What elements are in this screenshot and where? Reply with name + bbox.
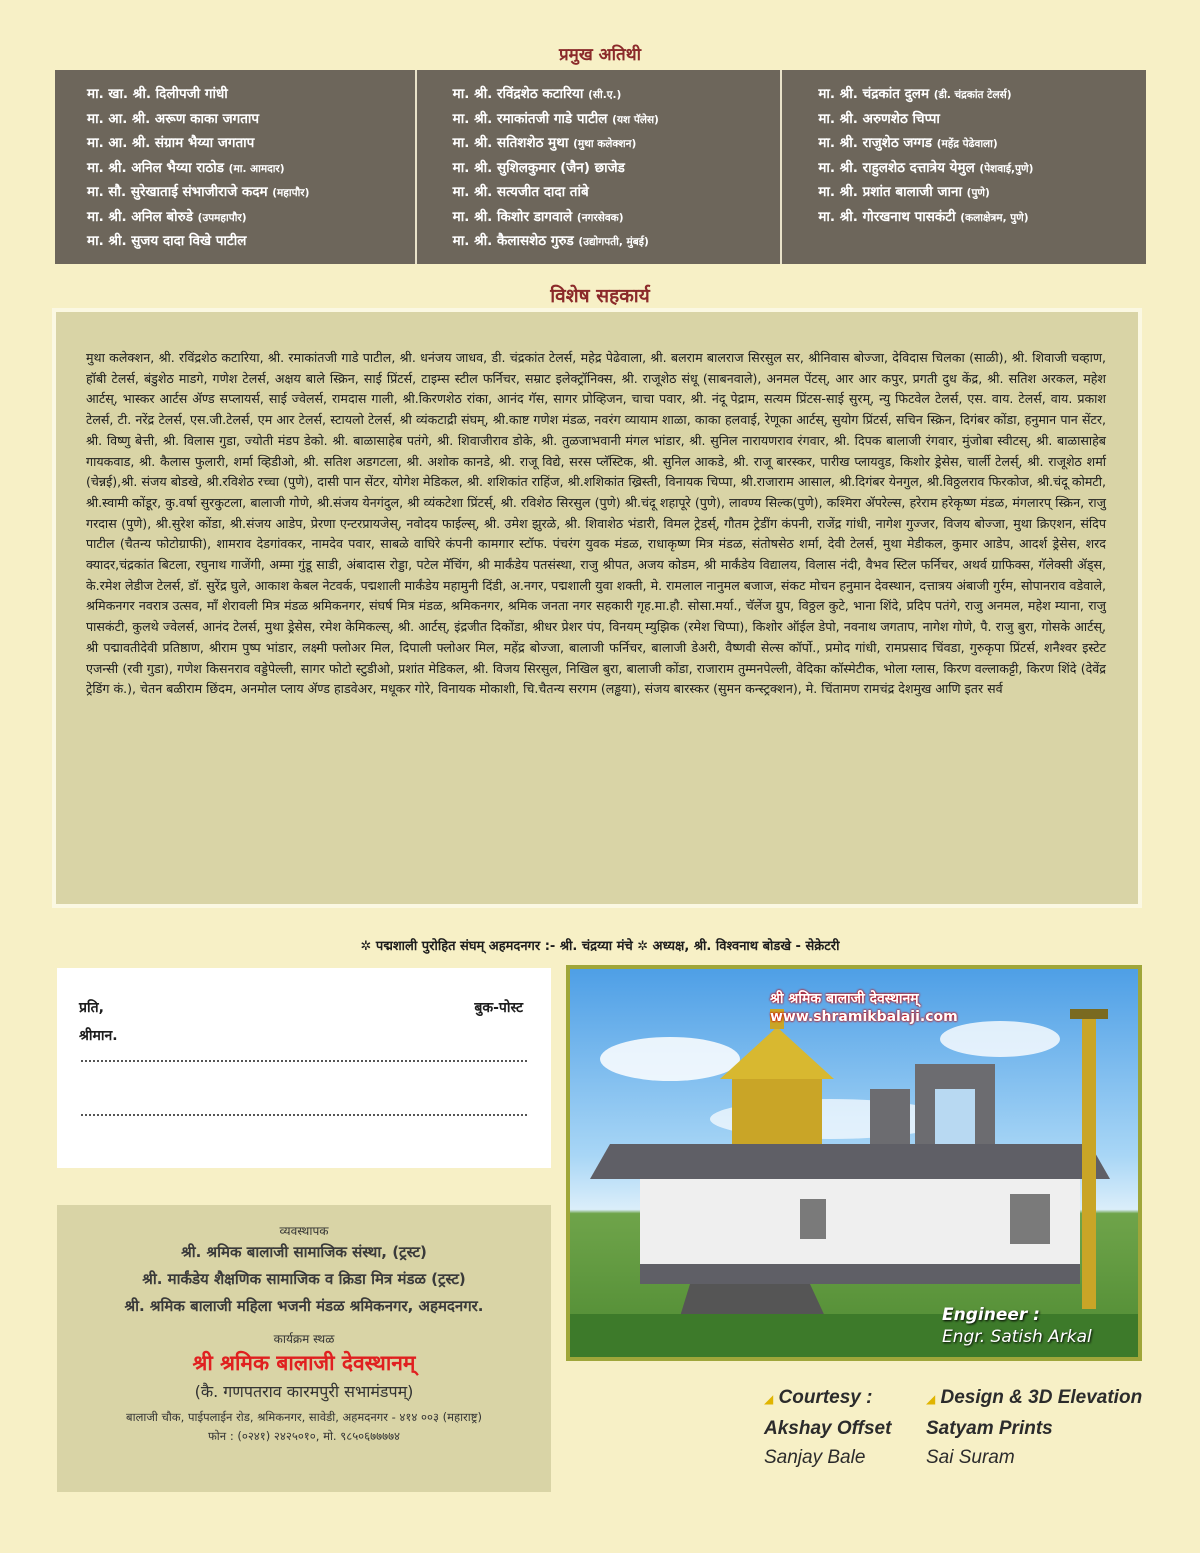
management-org-1: श्री. श्रमिक बालाजी सामाजिक संस्था, (ट्रस्ट): [181, 1243, 427, 1261]
engineer-label: Engineer :: [942, 1305, 1040, 1325]
guest-name: मा. श्री. राहुलशेठ दत्तात्रेय येमुल: [818, 159, 975, 176]
guest-note: (महेंद्र पेढेवाला): [936, 138, 998, 150]
special-heading: विशेष सहकार्य: [550, 285, 650, 307]
courtesy-person: Sanjay Bale: [764, 1447, 866, 1468]
management-title: व्यवस्थापक: [279, 1224, 329, 1238]
guest-note: (मा. आमदार): [228, 162, 285, 175]
venue-address: बालाजी चौक, पाईपलाईन रोड, श्रमिकनगर, सावेडी, अहमदनगर - ४१४ ००३ (महाराष्ट्र): [126, 1410, 482, 1424]
design-title: Design & 3D Elevation: [940, 1387, 1143, 1408]
design-person: Sai Suram: [926, 1447, 1015, 1468]
venue-subtitle: (कै. गणपतराव कारमपुरी सभामंडपम्): [194, 1382, 414, 1401]
courtesy-title: Courtesy :: [778, 1387, 873, 1408]
guest-name: मा. श्री. रविंद्रशेठ कटारिया: [452, 86, 584, 102]
guest-entry: [453, 205, 781, 230]
guest-entry: [87, 156, 415, 181]
guest-name: मा. श्री. अनिल बोरुडे: [87, 208, 193, 225]
guest-name: मा. श्री. सुशिलकुमार (जैन) छाजेड: [452, 159, 625, 176]
guest-name: मा. आ. श्री. अरूण काका जगताप: [87, 110, 260, 127]
guest-note: (पेशवाई,पुणे): [979, 162, 1034, 175]
guest-entry: [818, 107, 1146, 132]
venue-label: कार्यक्रम स्थळ: [273, 1332, 335, 1346]
guest-note: (उपमहापौर): [197, 211, 247, 224]
guest-entry: [818, 180, 1146, 205]
address-line-2: [81, 1114, 527, 1116]
book-post-label: बुक-पोस्ट: [474, 1000, 523, 1016]
guest-note: (नगरसेवक): [576, 211, 624, 224]
guest-note: (पुणे): [966, 187, 990, 199]
address-box: [57, 968, 551, 1168]
address-line-1: [81, 1060, 527, 1062]
temple-website: www.shramikbalaji.com: [770, 1009, 958, 1025]
guest-entry: [818, 156, 1146, 181]
special-thanks-box: [52, 308, 1142, 908]
guest-entry: [87, 82, 415, 107]
guest-entry: [818, 131, 1146, 156]
guest-entry: [87, 205, 415, 230]
organization-line: ✲ पद्मशाली पुरोहित संघम् अहमदनगर :- श्री. चंद्रय्या मंचे ✲ अध्यक्ष, श्री. विश्वनाथ बोडखे - सेक्रेटरी: [360, 939, 840, 954]
guest-name: मा. श्री. सत्यजीत दादा तांबे: [452, 184, 589, 200]
guest-note: (सी.ए.): [588, 89, 622, 101]
guest-entry: [87, 131, 415, 156]
guest-column-2: [415, 70, 781, 264]
guest-name: मा. सौ. सुरेखाताई संभाजीराजे कदम: [87, 184, 268, 200]
guest-column-1: [55, 70, 415, 264]
venue-phone: फोन : (०२४१) २४२५०१०, मो. ९८५०६७७७७४: [207, 1429, 401, 1443]
management-org-3: श्री. श्रमिक बालाजी महिला भजनी मंडळ श्रमिकनगर, अहमदनगर.: [124, 1297, 484, 1315]
guest-name: मा. आ. श्री. संग्राम भैय्या जगताप: [87, 135, 255, 151]
special-thanks-text: मुथा कलेक्शन, श्री. रविंद्रशेठ कटारिया, श्री. रमाकांतजी गाडे पाटील, श्री. धनंजय जाधव, डी. चंद्रकांत टेलर्स, महेद्र पेढेवाला, श्री. बलराम बालराज सिरसुल सर, श्रीनिवास बोज्जा, देविदास चिलका (साळी), श्री. शिवाजी चव्हाण, हॉबी टेलर्स, बंडुशेठ माडगे, गणेश टेलर्स, अक्षय बाले स्क्रिन, साई प्रिंटर्स, टाइम्स स्टील फर्निचर, सम्राट इलेक्ट्रॉनिक्स, श्री. राजूशेठ संधू (साबनवाले), अनमल पेंटस्, आर आर कपुर, प्रगती दुध केंद्र, श्री. सतिश अरकल, महेश आर्टस्, भास्कर आर्टस ॲण्ड सप्लायर्स, साई ज्वेलर्स, रामदास गाली, श्री.किरणशेठ रांका, आनंद गॅस, सागर प्रोव्हिजन, चाचा पवार, श्री. नंदू पेद्राम, सत्यम प्रिंटस-साई सुरम्, न्यु फिटवेल टेलर्स, एस. वाय. टेलर्स, वाय. प्रकाश टेलर्स, टी. नरेंद्र टेलर्स, एस.जी.टेलर्स, एम आर टेलर्स, स्टायलो टेलर्स, श्री व्यंकटाद्री संघम्, श्री.काष्ट गणेश मंडळ, नवरंग व्यायाम शाळा, काका हलवाई, रेणूका आर्टस्, सुयोग प्रिंटर्स, सचिन स्क्रिन, दिगंबर कोंडा, हनुमान पान सेंटर, श्री. विष्णु बेत्ती, श्री. विलास गुडा, ज्योती मंडप डेको. श्री. बाळासाहेब पतंगे, श्री. शिवाजीराव डोके, श्री. तुळजाभवानी मंगल भांडार, श्री. सुनिल नारायणराव रंगवार, श्री. दिपक बालाजी रंगवार, मुंजोबा स्वीटस्, श्री. बाळासाहेब गायकवाड, श्री. कैलास फुलारी, शर्मा व्हिडीओ, श्री. सतिश अडगटला, श्री. अशोक कानडे, श्री. राजू विद्ये, सरस प्लॅस्टिक, श्री. सुनिल आकडे, श्री. राजू बारस्कर, पारीख प्लायवुड, किशोर ड्रेसेस, चार्ली टेलर्स्, श्री. राजूशेठ शर्मा (चेन्नई),श्री. संजय बोडखे, श्री.रविशेठ रच्चा (पुणे), दासी पान सेंटर, योगेश मेडिकल, श्री. शशिकांत राहिंज, श्री.शशिकांत ख्रिस्ती, विनायक चिप्पा, श्री.राजाराम आसाल, श्री.दिगंबर येनगुल, श्री.विठ्ठलराव फिरकोज, श्री.चंदू कोमटी, श्री.स्वामी कोंडूर, कु.वर्षा सुरकुटला, बालाजी गोणे, श्री.संजय येनगंदुल, श्री व्यंकटेशा प्रिंटर्स्, श्री. रविशेठ सिरसुल (पुणे) श्री.चंदू शहापूरे (पुणे), लावण्य सिल्क(पुणे), कश्मिरा ॲपरेल्स, हरेराम हरेकृष्ण मंडळ, मंगलारप् स्क्रिन, राजु गरदास (पुणे), श्री.सुरेश कोंडा, श्री.संजय आडेप, प्रेरणा एन्टरप्रायजेस्, नवोदय फाईल्स्, श्री. उमेश झुरळे, श्री. शिवाशेठ भंडारी, विमल ट्रेडर्स्, गौतम ट्रेडींग कंपनी, राजेंद्र गांधी, नागेश गुज्जर, विजय बोज्जा, मुथा क्रिएशन, संदिप पाटील (चैतन्य फोटोग्राफी), शामराव देडगांवकर, नामदेव पवार, साबळे वाघिरे कंपनी कामगार स्टॉफ. पंचरंग युवक मंडळ, राधाकृष्ण मित्र मंडळ, संतोषसेठ शर्मा, देवी टेलर्स, मुथा मेडीकल, कुमार आडेप, आदर्श ड्रेसेस, शरद क्यादर,चंद्रकांत बिटला, रघुनाथ गाजेंगी, अम्मा गुंडू साडी, अंबादास रोड्डा, पटेल मॅचिंग, श्री मार्कंडेय पतसंस्था, राजु श्रीपत, अजय कोडम, श्री मार्कंडेय विद्यालय, विलास नंदी, वैभव स्टिल फर्निचर, अथर्व ग्राफिक्स, गॅलेक्सी ॲड्स, के.रमेश लेडीज टेलर्स, डॉ. सुरेंद्र घुले, आकाश केबल नेटवर्क, पद्मशाली मार्कंडेय महामुनी दिंडी, अ.नगर, पद्मशाली युवा शक्ती, मे. रामलाल नानुमल बजाज, संकट मोचन हनुमान देवस्थान, दत्तात्रय अंबाजी गुर्रम, सोपानराव वडेवाले, श्रमिकनगर नवरात्र उत्सव, माँ शेरावली मित्र मंडळ श्रमिकनगर, संघर्ष मित्र मंडळ, श्रमिकनगर, श्रमिक जनता नगर सहकारी गृह.मा.हौ. सोसा.मर्या., चॅलेंज ग्रुप, विठ्ठल कुटे, भाना शिंदे, प्रदिप पतंगे, राजु अनमल, महेश म्याना, राजु पासकंटी, कुलथे ज्वेलर्स, आनंद टेलर्स, मुथा ड्रेसेस, रमेश केमिकल्स्, श्री. आर्टस्, इंद्रजीत दिकोंडा, श्रीधर प्रेशर पंप, विनयम् म्युझिक (रमेश चिप्पा), किशोर ऑईल डेपो, नवनाथ जगताप, नागेश गोणे, पै. राजु बुरा, गोसके आर्टस्, श्री पद्मावतीदेवी प्रतिष्ठाण, श्रीराम पुष्प भांडार, लक्ष्मी फ्लोअर मिल, दिपाली फ्लोअर मिल, महेंद्र बोज्जा, बालाजी फर्निचर, बालाजी डेअरी, वैष्णवी सेल्स कॉर्पो., प्रमोद गांधी, रामप्रसाद चिंवडा, गुरुकृपा प्रिंटर्स, शनैश्वर इस्टेट एजन्सी (रवी गुडा), गणेश किसनराव वड्डेपेल्ली, सागर फोटो स्टुडीओ, प्रशांत मेडिकल, श्री. विजय सिरसुल, निखिल बुरा, बालाजी कोंडा, राजाराम तुम्मनपेल्ली, वेदिका कॉस्मेटीक, भोला ग्लास, किरण वल्लाकट्टी, किरण शिंदे (देवेंद्र ट्रेडिंग कं.), चेतन बळीराम छिंदम, अनमोल प्लाय ॲण्ड हाडवेअर, मधूकर गोरे, विनायक मोकाशी, चि.चैतन्य सरगम (लड्ढया), संजय बारस्कर (सुमन कन्स्ट्रक्शन), मे. चिंतामण रामचंद्र देशमुख आणि इतर सर्व: [86, 350, 1106, 697]
guest-entry: [818, 82, 1146, 107]
engineer-name: Engr. Satish Arkal: [942, 1327, 1092, 1347]
credits: [764, 1383, 1164, 1483]
guest-list-box: [55, 70, 1146, 264]
guest-name: मा. श्री. किशोर डागवाले: [452, 208, 573, 225]
triangle-bullet-icon: ◢: [926, 1392, 936, 1406]
guest-note: (उद्योगपती, मुंबई): [578, 236, 649, 248]
guest-column-3: [780, 70, 1146, 264]
guest-entry: [818, 205, 1146, 230]
guest-entry: [453, 180, 781, 205]
guest-name: मा. श्री. अनिल भैय्या राठोड: [87, 159, 224, 176]
guest-note: (महापौर): [272, 187, 310, 199]
triangle-bullet-icon: ◢: [764, 1392, 774, 1406]
guest-entry: [453, 131, 781, 156]
guest-name: मा. श्री. चंद्रकांत दुलम: [818, 86, 930, 102]
guest-name: मा. खा. श्री. दिलीपजी गांधी: [87, 86, 228, 102]
courtesy-name: Akshay Offset: [764, 1418, 892, 1439]
temple-illustration: [570, 969, 1138, 1357]
guest-entry: [87, 229, 415, 254]
guest-name: मा. श्री. गोरखनाथ पासकंटी: [818, 208, 956, 225]
guest-name: मा. श्री. अरुणशेठ चिप्पा: [818, 110, 940, 127]
guest-name: मा. श्री. कैलासशेठ गुरुड: [452, 233, 574, 249]
management-org-2: श्री. मार्कंडेय शैक्षणिक सामाजिक व क्रिडा मित्र मंडळ (ट्रस्ट): [142, 1270, 466, 1288]
guest-entry: [453, 229, 781, 254]
guest-note: (यश पॅलेस): [612, 113, 659, 126]
address-to-label: प्रति,: [79, 1000, 104, 1016]
guest-name: मा. श्री. सतिशशेठ मुथा: [452, 135, 569, 151]
guest-entry: [453, 156, 781, 181]
guest-name: मा. श्री. राजुशेठ जग्गड: [818, 135, 933, 151]
design-name: Satyam Prints: [926, 1418, 1053, 1439]
credit-design: [926, 1383, 1142, 1472]
temple-title: श्री श्रमिक बालाजी देवस्थानम्: [770, 991, 919, 1007]
guest-note: (कलाक्षेत्रम, पुणे): [960, 211, 1029, 224]
temple-image-frame: [566, 965, 1142, 1361]
guest-entry: [87, 180, 415, 205]
temple-image: [570, 969, 1138, 1357]
guest-note: (डी. चंद्रकांत टेलर्स): [933, 89, 1012, 101]
management-box: [57, 1205, 551, 1492]
guest-note: (मुथा कलेक्शन): [573, 138, 637, 150]
address-sir-label: श्रीमान.: [79, 1028, 118, 1044]
guest-name: मा. श्री. रमाकांतजी गाडे पाटील: [452, 110, 608, 127]
guests-heading: प्रमुख अतिथी: [558, 45, 641, 65]
guest-entry: [453, 107, 781, 132]
credit-courtesy: [764, 1383, 891, 1472]
guest-entry: [453, 82, 781, 107]
guest-entry: [87, 107, 415, 132]
venue-name: श्री श्रमिक बालाजी देवस्थानम्: [192, 1351, 416, 1375]
guest-name: मा. श्री. सुजय दादा विखे पाटील: [87, 233, 247, 249]
guest-name: मा. श्री. प्रशांत बालाजी जाना: [818, 184, 962, 200]
